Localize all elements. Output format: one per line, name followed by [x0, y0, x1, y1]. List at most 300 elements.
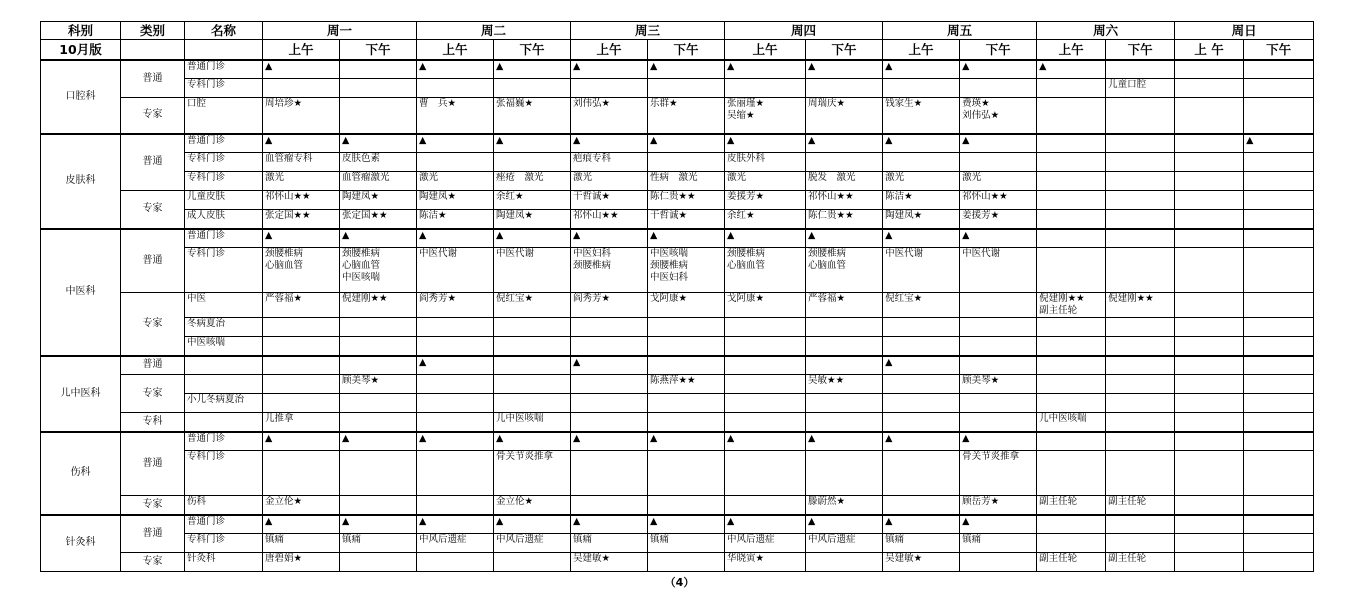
schedule-cell	[1037, 394, 1106, 413]
schedule-cell	[1244, 79, 1314, 98]
schedule-cell: 痤疮 激光	[494, 172, 571, 191]
schedule-cell: ▲	[571, 432, 648, 451]
schedule-cell	[725, 375, 806, 394]
schedule-cell	[494, 553, 571, 572]
schedule-cell	[883, 413, 960, 432]
schedule-cell	[263, 451, 340, 496]
header-dept: 科别	[41, 22, 121, 40]
schedule-cell	[883, 375, 960, 394]
schedule-cell	[1037, 98, 1106, 134]
schedule-cell	[494, 394, 571, 413]
schedule-cell: 副主任轮	[1106, 553, 1175, 572]
schedule-cell	[960, 79, 1037, 98]
schedule-cell: 华晓寅★	[725, 553, 806, 572]
schedule-cell: ▲	[883, 356, 960, 375]
schedule-cell	[1175, 318, 1244, 337]
schedule-cell	[725, 79, 806, 98]
schedule-cell	[1244, 98, 1314, 134]
schedule-cell	[340, 60, 417, 79]
schedule-cell: 激光	[725, 172, 806, 191]
schedule-cell: 张定国★★	[263, 210, 340, 229]
schedule-cell: ▲	[263, 432, 340, 451]
schedule-cell	[1037, 515, 1106, 534]
schedule-cell	[1106, 210, 1175, 229]
schedule-cell	[725, 451, 806, 496]
schedule-cell: 戈阿康★	[725, 293, 806, 318]
schedule-cell: 中医妇科 颈腰椎病	[571, 248, 648, 293]
schedule-cell	[417, 375, 494, 394]
category-type: 专科	[121, 413, 185, 432]
schedule-cell	[648, 79, 725, 98]
header-day: 周六	[1037, 22, 1175, 40]
schedule-cell: 金立伦★	[263, 496, 340, 515]
schedule-cell	[494, 318, 571, 337]
schedule-cell: ▲	[725, 515, 806, 534]
schedule-cell: ▲	[494, 134, 571, 153]
schedule-cell: 严蓉福★	[263, 293, 340, 318]
schedule-cell	[960, 394, 1037, 413]
schedule-cell	[883, 496, 960, 515]
schedule-cell	[1175, 98, 1244, 134]
schedule-cell	[1037, 375, 1106, 394]
schedule-cell: 姜援芳★	[725, 191, 806, 210]
schedule-cell: 中医代谢	[494, 248, 571, 293]
schedule-cell: 吴敏★★	[806, 375, 883, 394]
table-row	[41, 496, 1314, 515]
schedule-cell: 颈腰椎病 心脑血管 中医咳喘	[340, 248, 417, 293]
schedule-cell	[1244, 432, 1314, 451]
schedule-cell: 张丽瑾★ 吴缩★	[725, 98, 806, 134]
schedule-cell	[340, 337, 417, 356]
category-type: 普通	[121, 60, 185, 98]
schedule-cell	[1037, 191, 1106, 210]
schedule-cell	[648, 337, 725, 356]
schedule-cell: 陈仁贵★★	[806, 210, 883, 229]
category-type: 专家	[121, 293, 185, 356]
schedule-cell	[1106, 337, 1175, 356]
schedule-cell	[883, 394, 960, 413]
schedule-cell	[1244, 191, 1314, 210]
schedule-cell: 副主任轮	[1037, 496, 1106, 515]
clinic-name: 专科门诊	[185, 534, 263, 553]
schedule-cell: 镇痛	[883, 534, 960, 553]
schedule-cell: 祁怀山★★	[806, 191, 883, 210]
schedule-cell	[1106, 229, 1175, 248]
category-type: 专家	[121, 375, 185, 413]
category-type: 普通	[121, 134, 185, 191]
schedule-cell	[806, 153, 883, 172]
schedule-cell: 倪建刚★★	[340, 293, 417, 318]
category-type: 普通	[121, 432, 185, 496]
department-name: 针灸科	[41, 515, 121, 572]
schedule-cell	[1175, 553, 1244, 572]
schedule-cell: ▲	[806, 134, 883, 153]
table-row	[41, 534, 1314, 553]
schedule-cell	[1244, 356, 1314, 375]
schedule-cell: 顾美琴★	[340, 375, 417, 394]
schedule-cell	[1175, 337, 1244, 356]
schedule-cell: 中风后遗症	[725, 534, 806, 553]
schedule-cell	[1037, 318, 1106, 337]
schedule-cell: ▲	[1037, 60, 1106, 79]
schedule-cell: 中医代谢	[960, 248, 1037, 293]
schedule-cell: 血管瘤激光	[340, 172, 417, 191]
schedule-cell	[1175, 60, 1244, 79]
schedule-cell: 钱家生★	[883, 98, 960, 134]
schedule-cell	[1175, 210, 1244, 229]
clinic-name: 专科门诊	[185, 79, 263, 98]
schedule-cell	[1244, 553, 1314, 572]
schedule-cell	[1106, 60, 1175, 79]
department-name: 中医科	[41, 229, 121, 356]
schedule-cell	[494, 337, 571, 356]
schedule-cell: 祁怀山★★	[263, 191, 340, 210]
schedule-cell	[1106, 153, 1175, 172]
schedule-cell	[648, 318, 725, 337]
schedule-cell	[571, 79, 648, 98]
schedule-cell	[263, 394, 340, 413]
schedule-cell	[1037, 248, 1106, 293]
schedule-cell: 中医咳喘 颈腰椎病 中医妇科	[648, 248, 725, 293]
schedule-cell	[417, 413, 494, 432]
schedule-cell: ▲	[725, 60, 806, 79]
table-row	[41, 248, 1314, 293]
header-pm: 下午	[648, 40, 725, 60]
schedule-cell: 刘伟弘★	[571, 98, 648, 134]
schedule-cell	[1244, 210, 1314, 229]
schedule-cell: ▲	[806, 515, 883, 534]
schedule-cell	[960, 553, 1037, 572]
schedule-cell: 周培珍★	[263, 98, 340, 134]
schedule-cell: 陶建凤★	[340, 191, 417, 210]
schedule-cell	[1175, 229, 1244, 248]
header-pm: 下午	[340, 40, 417, 60]
clinic-name: 普通门诊	[185, 515, 263, 534]
schedule-cell: ▲	[417, 134, 494, 153]
table-row	[41, 98, 1314, 134]
schedule-cell	[1175, 515, 1244, 534]
schedule-cell	[1244, 534, 1314, 553]
schedule-cell	[1037, 79, 1106, 98]
schedule-cell: 倪建刚★★ 副主任轮	[1037, 293, 1106, 318]
schedule-cell	[960, 413, 1037, 432]
schedule-cell	[571, 375, 648, 394]
schedule-cell	[417, 153, 494, 172]
schedule-cell	[1244, 60, 1314, 79]
schedule-cell	[1175, 413, 1244, 432]
header-day: 周三	[571, 22, 725, 40]
schedule-cell	[340, 496, 417, 515]
schedule-cell	[1106, 534, 1175, 553]
schedule-cell: 激光	[417, 172, 494, 191]
schedule-cell: 疤痕专科	[571, 153, 648, 172]
schedule-cell	[417, 496, 494, 515]
schedule-cell	[1244, 394, 1314, 413]
table-row	[41, 134, 1314, 153]
schedule-cell: ▲	[571, 515, 648, 534]
schedule-cell: 费瑛★ 刘伟弘★	[960, 98, 1037, 134]
table-row	[41, 153, 1314, 172]
clinic-name: 专科门诊	[185, 172, 263, 191]
schedule-cell: 颈腰椎病 心脑血管	[725, 248, 806, 293]
schedule-cell: ▲	[883, 515, 960, 534]
schedule-cell	[1175, 79, 1244, 98]
schedule-cell: ▲	[648, 515, 725, 534]
schedule-cell	[494, 375, 571, 394]
schedule-cell	[1244, 496, 1314, 515]
table-row	[41, 79, 1314, 98]
schedule-cell: 周瑞庆★	[806, 98, 883, 134]
schedule-cell: ▲	[806, 229, 883, 248]
schedule-cell	[340, 318, 417, 337]
schedule-cell	[725, 394, 806, 413]
schedule-cell	[1175, 293, 1244, 318]
clinic-name: 普通门诊	[185, 60, 263, 79]
schedule-cell	[571, 413, 648, 432]
header-row-days	[41, 22, 1314, 40]
schedule-cell	[1106, 318, 1175, 337]
schedule-cell: 中风后遗症	[417, 534, 494, 553]
clinic-name: 成人皮肤	[185, 210, 263, 229]
schedule-cell: ▲	[494, 432, 571, 451]
schedule-cell: 血管瘤专科	[263, 153, 340, 172]
schedule-cell	[1244, 337, 1314, 356]
schedule-cell	[648, 553, 725, 572]
schedule-cell	[1244, 515, 1314, 534]
header-blank	[121, 40, 185, 60]
table-row	[41, 553, 1314, 572]
schedule-cell	[1037, 172, 1106, 191]
schedule-cell: 阎秀芳★	[571, 293, 648, 318]
outpatient-schedule-table	[40, 21, 1314, 572]
schedule-cell: 陶建凤★	[417, 191, 494, 210]
table-row	[41, 337, 1314, 356]
schedule-cell	[1037, 356, 1106, 375]
clinic-name: 针灸科	[185, 553, 263, 572]
schedule-cell: ▲	[494, 515, 571, 534]
schedule-cell: ▲	[417, 432, 494, 451]
schedule-cell: 激光	[263, 172, 340, 191]
schedule-cell: ▲	[806, 60, 883, 79]
table-row	[41, 293, 1314, 318]
schedule-cell	[417, 394, 494, 413]
schedule-cell	[648, 394, 725, 413]
schedule-cell	[960, 293, 1037, 318]
header-name: 名称	[185, 22, 263, 40]
schedule-cell: 严蓉福★	[806, 293, 883, 318]
schedule-cell	[1106, 375, 1175, 394]
category-type: 专家	[121, 496, 185, 515]
schedule-cell	[1244, 451, 1314, 496]
schedule-cell	[960, 153, 1037, 172]
table-row	[41, 210, 1314, 229]
schedule-cell	[1037, 153, 1106, 172]
schedule-cell: 陈燕萍★★	[648, 375, 725, 394]
schedule-cell: ▲	[1244, 134, 1314, 153]
schedule-cell: 激光	[960, 172, 1037, 191]
schedule-cell	[263, 79, 340, 98]
schedule-cell: ▲	[883, 432, 960, 451]
schedule-cell	[1244, 153, 1314, 172]
clinic-name: 儿童皮肤	[185, 191, 263, 210]
schedule-cell: 顾岳芳★	[960, 496, 1037, 515]
header-am: 上午	[263, 40, 340, 60]
schedule-cell: 陈洁★	[883, 191, 960, 210]
table-row	[41, 451, 1314, 496]
schedule-cell: 祁怀山★★	[571, 210, 648, 229]
schedule-cell: 倪红宝★	[883, 293, 960, 318]
schedule-cell	[1037, 451, 1106, 496]
clinic-name: 专科门诊	[185, 451, 263, 496]
clinic-name	[185, 375, 263, 394]
schedule-cell: ▲	[725, 432, 806, 451]
table-row	[41, 394, 1314, 413]
schedule-cell	[806, 337, 883, 356]
table-row	[41, 413, 1314, 432]
schedule-cell	[960, 337, 1037, 356]
schedule-cell: 张福巍★	[494, 98, 571, 134]
schedule-cell	[725, 496, 806, 515]
schedule-cell: ▲	[571, 356, 648, 375]
schedule-cell	[340, 356, 417, 375]
header-day: 周四	[725, 22, 883, 40]
clinic-name: 口腔	[185, 98, 263, 134]
schedule-cell	[806, 394, 883, 413]
schedule-cell: ▲	[494, 229, 571, 248]
schedule-cell: ▲	[417, 515, 494, 534]
schedule-cell: 颈腰椎病 心脑血管	[806, 248, 883, 293]
clinic-name: 冬病夏治	[185, 318, 263, 337]
schedule-cell	[806, 553, 883, 572]
schedule-cell: 中风后遗症	[494, 534, 571, 553]
schedule-cell	[417, 337, 494, 356]
schedule-cell: ▲	[571, 60, 648, 79]
schedule-cell	[1106, 515, 1175, 534]
table-row	[41, 515, 1314, 534]
schedule-cell	[1037, 432, 1106, 451]
schedule-cell: 干哲诚★	[571, 191, 648, 210]
schedule-cell	[883, 451, 960, 496]
schedule-cell: 中医代谢	[417, 248, 494, 293]
schedule-cell: ▲	[263, 60, 340, 79]
schedule-cell: ▲	[883, 134, 960, 153]
schedule-cell: ▲	[806, 432, 883, 451]
table-row	[41, 191, 1314, 210]
schedule-cell	[806, 356, 883, 375]
schedule-cell	[725, 413, 806, 432]
schedule-cell	[725, 318, 806, 337]
schedule-cell: ▲	[494, 60, 571, 79]
schedule-cell	[1037, 229, 1106, 248]
schedule-cell: ▲	[960, 432, 1037, 451]
schedule-cell: 镇痛	[263, 534, 340, 553]
department-name: 口腔科	[41, 60, 121, 134]
header-row-sessions	[41, 40, 1314, 60]
schedule-cell: ▲	[648, 229, 725, 248]
schedule-cell: ▲	[417, 229, 494, 248]
schedule-cell	[1106, 98, 1175, 134]
schedule-cell: ▲	[883, 229, 960, 248]
schedule-cell	[1106, 172, 1175, 191]
schedule-cell	[883, 153, 960, 172]
header-pm: 下午	[494, 40, 571, 60]
schedule-cell: 吴建敏★	[883, 553, 960, 572]
schedule-cell	[1175, 394, 1244, 413]
schedule-cell	[340, 413, 417, 432]
schedule-cell: 陶建凤★	[883, 210, 960, 229]
clinic-name: 专科门诊	[185, 248, 263, 293]
schedule-cell: 颈腰椎病 心脑血管	[263, 248, 340, 293]
clinic-name	[185, 356, 263, 375]
schedule-cell	[1106, 248, 1175, 293]
schedule-cell: ▲	[648, 134, 725, 153]
schedule-cell: ▲	[263, 229, 340, 248]
schedule-cell: ▲	[725, 134, 806, 153]
clinic-name: 中医	[185, 293, 263, 318]
schedule-cell	[571, 496, 648, 515]
schedule-cell: 副主任轮	[1106, 496, 1175, 515]
header-pm: 下午	[806, 40, 883, 60]
schedule-cell	[883, 79, 960, 98]
header-am: 上午	[883, 40, 960, 60]
header-am: 上午	[417, 40, 494, 60]
category-type: 普通	[121, 356, 185, 375]
header-am: 上午	[571, 40, 648, 60]
schedule-cell: 激光	[883, 172, 960, 191]
schedule-cell	[1037, 534, 1106, 553]
header-pm: 下午	[1106, 40, 1175, 60]
table-row	[41, 356, 1314, 375]
schedule-cell	[1244, 172, 1314, 191]
schedule-cell	[417, 79, 494, 98]
schedule-cell: ▲	[960, 60, 1037, 79]
schedule-cell	[263, 337, 340, 356]
schedule-cell	[1037, 210, 1106, 229]
schedule-cell: ▲	[340, 134, 417, 153]
schedule-cell	[340, 79, 417, 98]
schedule-cell: ▲	[883, 60, 960, 79]
schedule-cell	[1244, 229, 1314, 248]
schedule-cell	[1175, 356, 1244, 375]
schedule-cell	[1175, 451, 1244, 496]
schedule-cell	[1106, 191, 1175, 210]
schedule-cell: 滕蔚然★	[806, 496, 883, 515]
table-row	[41, 432, 1314, 451]
schedule-cell: ▲	[340, 515, 417, 534]
schedule-cell	[960, 356, 1037, 375]
table-row	[41, 318, 1314, 337]
category-type: 专家	[121, 98, 185, 134]
schedule-cell	[883, 337, 960, 356]
schedule-cell: 儿推拿	[263, 413, 340, 432]
schedule-cell	[571, 394, 648, 413]
schedule-cell: ▲	[263, 515, 340, 534]
header-pm: 下午	[960, 40, 1037, 60]
schedule-cell: 镇痛	[571, 534, 648, 553]
schedule-cell	[883, 318, 960, 337]
schedule-cell	[1175, 172, 1244, 191]
schedule-cell	[1175, 534, 1244, 553]
schedule-cell: 张定国★★	[340, 210, 417, 229]
header-am: 上 午	[1175, 40, 1244, 60]
header-am: 上午	[725, 40, 806, 60]
schedule-cell: ▲	[725, 229, 806, 248]
clinic-name: 小儿冬病夏治	[185, 394, 263, 413]
schedule-cell: 祁怀山★★	[960, 191, 1037, 210]
schedule-cell: 吴建敏★	[571, 553, 648, 572]
schedule-cell: ▲	[417, 356, 494, 375]
header-blank	[185, 40, 263, 60]
